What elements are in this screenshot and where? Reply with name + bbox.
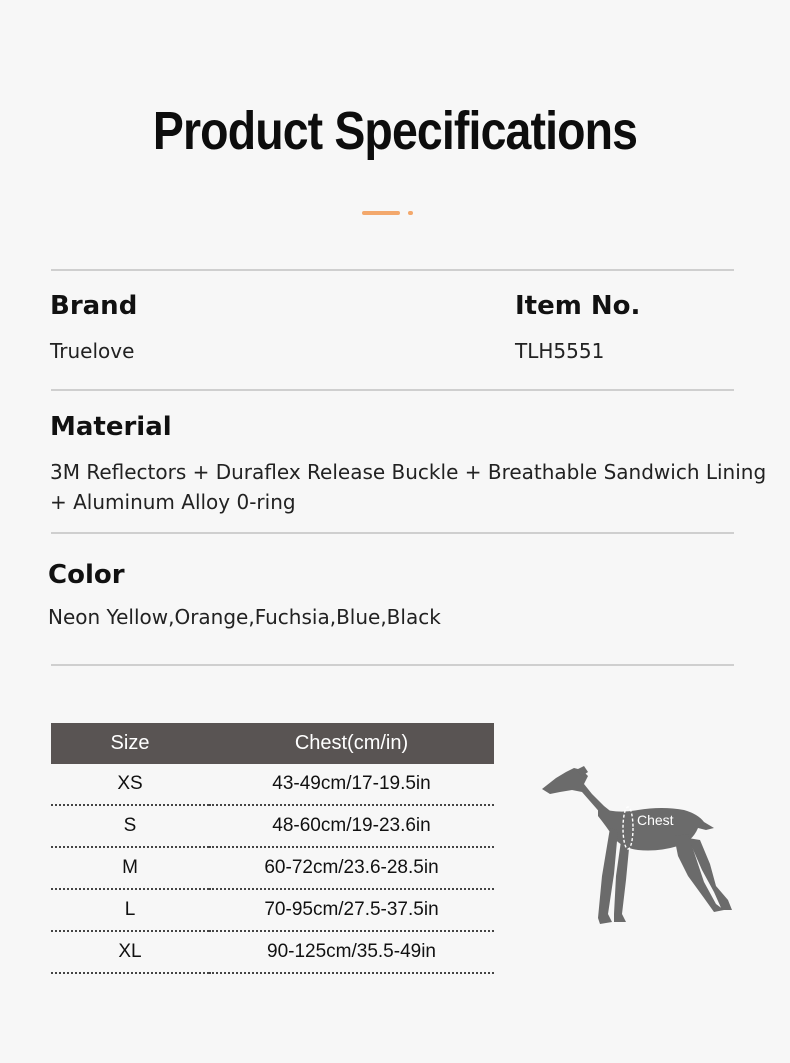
divider — [51, 269, 734, 271]
size-cell: S — [51, 805, 209, 847]
table-row — [51, 931, 494, 973]
material-label: Material — [50, 412, 172, 442]
brand-value: Truelove — [50, 339, 135, 363]
brand-label: Brand — [50, 291, 138, 321]
table-row — [51, 847, 494, 889]
chest-cell: 90-125cm/35.5-49in — [209, 931, 494, 973]
divider — [51, 532, 734, 534]
size-chart-table — [51, 723, 494, 974]
chest-cell: 60-72cm/23.6-28.5in — [209, 847, 494, 889]
dog-silhouette-icon — [538, 764, 734, 928]
chest-cell: 70-95cm/27.5-37.5in — [209, 889, 494, 931]
size-cell: XS — [51, 764, 209, 805]
chest-cell: 48-60cm/19-23.6in — [209, 805, 494, 847]
size-cell: XL — [51, 931, 209, 973]
table-row — [51, 805, 494, 847]
chest-cell: 43-49cm/17-19.5in — [209, 764, 494, 805]
page-title: Product Specifications — [152, 101, 638, 161]
size-cell: L — [51, 889, 209, 931]
material-value-line1: 3M Reflectors + Duraflex Release Buckle + Breathable Sandwich Lining — [50, 460, 767, 484]
color-label: Color — [48, 560, 125, 590]
title-accent-bar — [362, 211, 400, 215]
table-row — [51, 889, 494, 931]
item-no-label: Item No. — [515, 291, 641, 321]
chest-header: Chest(cm/in) — [209, 723, 494, 764]
title-accent-dot — [408, 211, 413, 215]
size-cell: M — [51, 847, 209, 889]
table-row — [51, 764, 494, 805]
divider — [51, 664, 734, 666]
chest-label: Chest — [637, 812, 674, 828]
size-chart-header-row — [51, 723, 494, 764]
material-value-line2: + Aluminum Alloy 0-ring — [50, 490, 296, 514]
divider — [51, 389, 734, 391]
size-header: Size — [51, 723, 209, 764]
item-no-value: TLH5551 — [515, 339, 605, 363]
color-value: Neon Yellow,Orange,Fuchsia,Blue,Black — [48, 605, 441, 629]
